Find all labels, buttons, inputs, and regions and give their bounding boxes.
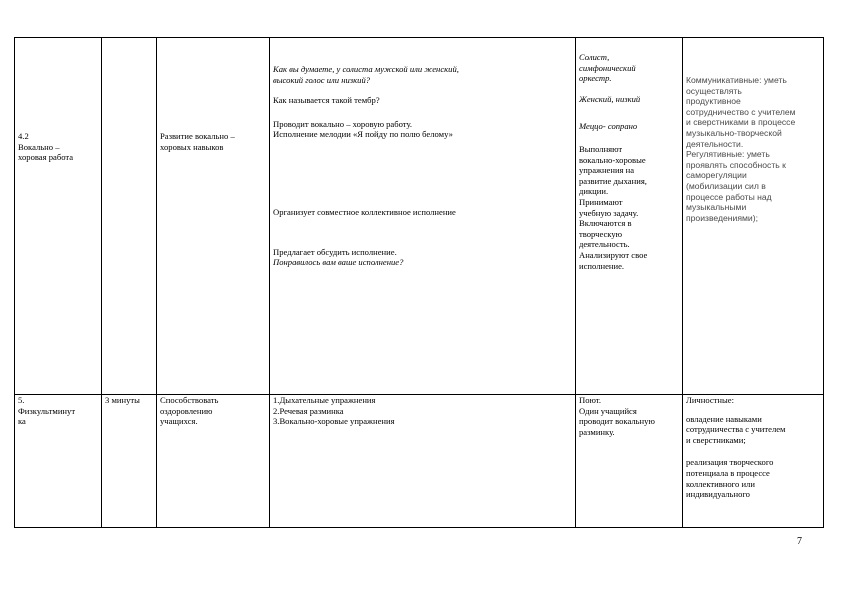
teacher-action: Организует совместное коллективное исполнение bbox=[273, 206, 456, 217]
student-answer: Солист, bbox=[579, 52, 610, 62]
stage-line: 4.2 bbox=[18, 131, 29, 141]
uud-line: осуществлять bbox=[686, 85, 742, 96]
goal-line: хоровых навыков bbox=[160, 141, 224, 152]
teacher-question: высокий голос или низкий? bbox=[273, 74, 371, 85]
uud-line: проявлять способность к bbox=[686, 159, 786, 170]
uud-line: сотрудничества с учителем bbox=[686, 424, 786, 435]
teacher-question: Понравилось вам ваше исполнение? bbox=[273, 257, 404, 268]
uud-line: Коммуникативные: уметь bbox=[686, 75, 787, 85]
uud-line: произведениями); bbox=[686, 212, 758, 223]
uud-line: процессе работы над bbox=[686, 191, 772, 202]
student-activity-cell bbox=[576, 395, 683, 528]
uud-line: продуктивное bbox=[686, 96, 741, 107]
student-action: Поют. bbox=[579, 395, 602, 405]
table-row bbox=[15, 395, 824, 528]
goal-line: Развитие вокально – bbox=[160, 131, 235, 141]
stage-cell bbox=[15, 395, 102, 528]
student-action: Принимают bbox=[579, 196, 623, 207]
teacher-activity-cell bbox=[270, 38, 576, 395]
uud-line: саморегуляции bbox=[686, 170, 747, 181]
student-action: разминку. bbox=[579, 426, 615, 437]
uud-line: реализация творческого bbox=[686, 457, 774, 468]
uud-cell bbox=[683, 395, 824, 528]
student-action: упражнения на bbox=[579, 165, 635, 176]
teacher-action: Проводит вокально – хоровую работу. bbox=[273, 118, 413, 129]
student-action: Включаются в bbox=[579, 218, 632, 229]
goal-line: учащихся. bbox=[160, 416, 198, 427]
page-number: 7 bbox=[797, 536, 802, 547]
student-action: проводит вокальную bbox=[579, 416, 655, 427]
student-action: учебную задачу. bbox=[579, 207, 639, 218]
uud-line: потенциала в процессе bbox=[686, 467, 770, 478]
student-answer: симфонический bbox=[579, 62, 636, 73]
uud-line: (мобилизации сил в bbox=[686, 180, 766, 191]
time-value: 3 минуты bbox=[105, 395, 140, 405]
goal-line: оздоровлению bbox=[160, 405, 213, 416]
uud-line: и сверстниками в процессе bbox=[686, 117, 796, 128]
table-row bbox=[15, 38, 824, 395]
goal-cell bbox=[157, 395, 270, 528]
time-cell bbox=[102, 38, 157, 395]
uud-line: музыкально-творческой bbox=[686, 127, 782, 138]
uud-line: овладение навыками bbox=[686, 413, 762, 424]
exercise-item: 2.Речевая разминка bbox=[273, 405, 344, 416]
student-action: развитие дыхания, bbox=[579, 175, 647, 186]
uud-line: сотрудничество с учителем bbox=[686, 106, 796, 117]
teacher-question: Как вы думаете, у солиста мужской или женский, bbox=[273, 64, 459, 74]
uud-line: музыкальными bbox=[686, 202, 747, 213]
student-action: творческую bbox=[579, 228, 623, 239]
uud-title: Личностные: bbox=[686, 395, 735, 405]
goal-line: Способствовать bbox=[160, 395, 219, 405]
stage-line: 5. bbox=[18, 395, 25, 405]
uud-line: и сверстниками; bbox=[686, 434, 746, 445]
student-action: Выполняют bbox=[579, 143, 623, 154]
student-answer: Меццо- сопрано bbox=[579, 121, 638, 132]
uud-line: коллективного или bbox=[686, 478, 755, 489]
goal-cell bbox=[157, 38, 270, 395]
student-action: исполнение. bbox=[579, 260, 625, 271]
stage-line: Физкультминут bbox=[18, 405, 76, 416]
exercise-item: 3.Вокально-хоровые упражнения bbox=[273, 416, 395, 427]
teacher-activity-cell bbox=[270, 395, 576, 528]
stage-line: Вокально – bbox=[18, 141, 60, 152]
stage-line: хоровая работа bbox=[18, 152, 74, 163]
student-action: вокально-хоровые bbox=[579, 154, 646, 165]
uud-line: индивидуального bbox=[686, 489, 750, 500]
uud-cell bbox=[683, 38, 824, 395]
stage-line: ка bbox=[18, 416, 26, 427]
time-cell bbox=[102, 395, 157, 528]
student-action: деятельность. bbox=[579, 239, 630, 250]
student-answer: Женский, низкий bbox=[579, 93, 641, 104]
student-action: дикции. bbox=[579, 186, 609, 197]
lesson-plan-table bbox=[14, 37, 824, 528]
teacher-action: Исполнение мелодии «Я пойду по полю белому» bbox=[273, 129, 453, 140]
teacher-action: Предлагает обсудить исполнение. bbox=[273, 246, 397, 257]
student-answer: оркестр. bbox=[579, 73, 612, 84]
exercise-item: 1.Дыхательные упражнения bbox=[273, 395, 376, 405]
student-action: Один учащийся bbox=[579, 405, 637, 416]
student-action: Анализируют свое bbox=[579, 249, 648, 260]
uud-line: Регулятивные: уметь bbox=[686, 149, 770, 160]
uud-line: деятельности. bbox=[686, 138, 744, 149]
teacher-question: Как называется такой тембр? bbox=[273, 95, 380, 106]
stage-cell bbox=[15, 38, 102, 395]
student-activity-cell bbox=[576, 38, 683, 395]
